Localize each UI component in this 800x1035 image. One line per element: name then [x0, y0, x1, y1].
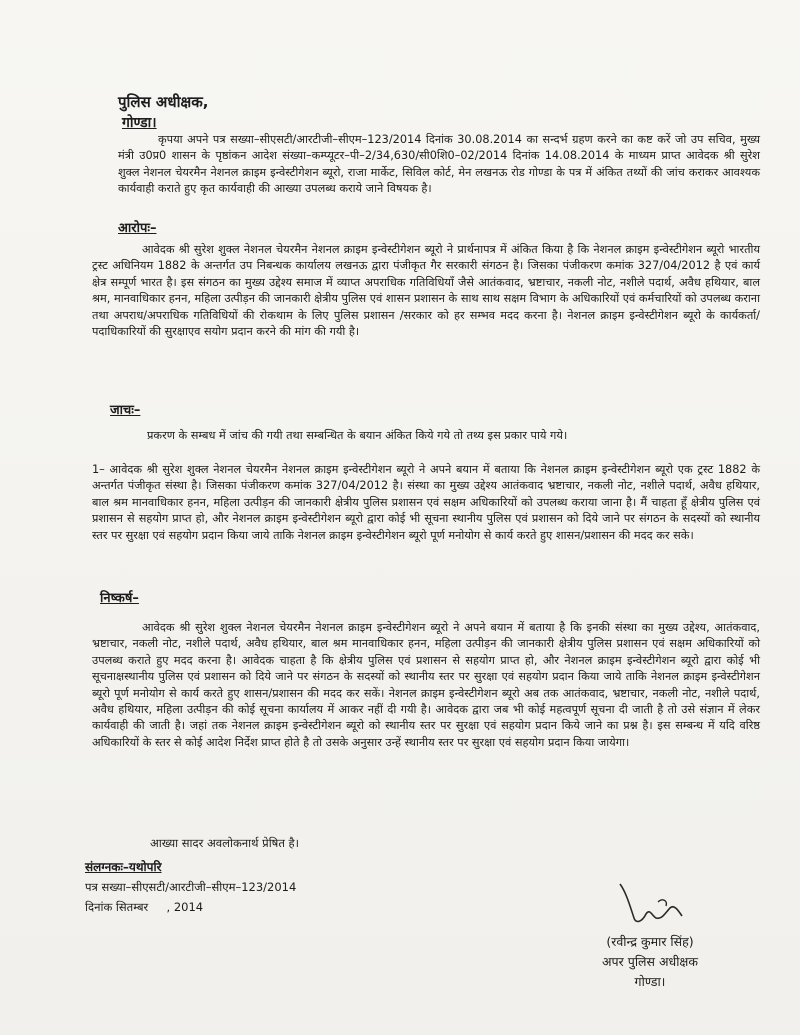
aarop-heading: आरोपः– [118, 221, 157, 236]
aarop-paragraph: आवेदक श्री सुरेश शुक्ल नेशनल चेयरमैन नेशनल क्राइम इन्वेस्टीगेशन ब्यूरो ने प्रार्थनापत्र में अंकित किया है कि नेशनल क्राइम इन्वेस्टीगेशन ब्यूरो भारतीय ट्रस्ट अधिनियम 1882 के अन्तर्गत उप निबन्धक कार्यालय लखनऊ द्वारा पंजीकृत गैर सरकारी संगठन है। जिसका पंजीकरण कमांक 327/04/2012 है एवं कार्य क्षेत्र सम्पूर्ण भारत है। इस संगठन का मुख्य उद्देश्य समाज में व्याप्त अपराधिक गतिविधियाँ जैसे आतंकवाद, भ्रष्टाचार, नकली नोट, नशीले पदार्थ, अवैध हथियार, बाल श्रम, मानवाधिकार हनन, महिला उत्पीड़न की जानकारी क्षेत्रीय पुलिस एवं शासन प्रशासन के साथ साथ सक्षम विभाग के अधिकारियों एवं कर्मचारियों को उपलब्ध कराना तथा अपराध/अपराधिक गतिविधियों की रोकथाम के लिए पुलिस प्रशासन /सरकार को हर सम्भव मदद करना है। नेशनल क्राइम इन्वेस्टीगेशन ब्यूरो के कार्यकर्ता/पदाधिकारियों की सुरक्षाएव सयोग प्रदान करने की मांग की गयी है। [92, 243, 760, 339]
signatory-designation: अपर पुलिस अधीक्षक [601, 954, 698, 969]
signatory-place: गोण्डा। [634, 974, 666, 989]
jaanch-heading: जाचः– [110, 403, 141, 418]
jaanch-paragraph: प्रकरण के सम्बध में जांच की गयी तथा सम्बन्धित के बयान अंकित किये गये तो तथ्य इस प्रकार पाये गये। [147, 429, 568, 442]
signatory-name: (रवीन्द्र कुमार सिंह) [606, 934, 694, 949]
recipient-title: पुलिस अधीक्षक, [118, 93, 209, 111]
recipient-place: गोण्डा। [122, 115, 157, 131]
date-line: दिनांक सितम्बर , 2014 [85, 900, 204, 914]
nishkarsh-paragraph: आवेदक श्री सुरेश शुक्ल नेशनल चेयरमैन नेशनल क्राइम इन्वेस्टीगेशन ब्यूरो ने अपने बयान में बताया है कि इनकी संस्था का मुख्य उद्देश्य, आतंकवाद, भ्रष्टाचार, नकली नोट, नशीले पदार्थ, अवैध हथियार, बाल श्रम मानवाधिकार हनन, महिला उत्पीड़न की जानकारी क्षेत्रीय पुलिस प्रशासन एवं सक्षम अधिकारियों को उपलब्ध कराते हुए मदद करना है। आवेदक चाहता है कि क्षेत्रीय पुलिस एवं प्रशासन से सहयोग प्राप्त हो, और नेशनल क्राइम इन्वेस्टीगेशन ब्यूरो द्वारा कोई भी सूचनाक्षस्थानीय पुलिस एवं प्रशासन को दिये जाने पर संगठन के सदस्यों को स्थानीय स्तर पर सुरक्षा एवं सहयोग प्रदान किया जाये ताकि नेशनल क्राइम इन्वेस्टीगेशन ब्यूरो पूर्ण मनोयोग से कार्य करते हुए शासन/प्रशासन की मदद कर सकें। नेशनल क्राइम इन्वेस्टीगेशन ब्यूरो अब तक आतंकवाद, भ्रष्टाचार, नकली नोट, नशीले पदार्थ, अवैध हथियार, महिला उत्पीड़न की कोई सूचना कार्यालय में आकर नहीं दी गयी है। आवेदक द्वारा जब भी कोई महत्वपूर्ण सूचना दी जाती है तो उसे संज्ञान में लेकर कार्यवाही की जाती है। जहां तक नेशनल क्राइम इन्वेस्टीगेशन ब्यूरो को स्थानीय स्तर पर सुरक्षा एवं सहयोग प्रदान किये जाने का प्रश्न है। इस सम्बन्ध में यदि वरिष्ठ अधिकारियों के स्तर से कोई आदेश निर्देश प्राप्त होते है तो उसके अनुसार उन्हें स्थानीय स्तर पर सुरक्षा एवं सहयोग प्रदान किया जायेगा। [92, 621, 761, 749]
attachment-label: संलग्नकः–यथोपरि [85, 860, 162, 874]
signature-image [612, 872, 692, 932]
reference-number: पत्र सख्या–सीएसटी/आरटीजी–सीएम–123/2014 [85, 880, 297, 894]
nishkarsh-heading: निष्कर्ष– [100, 591, 139, 606]
intro-paragraph: कृपया अपने पत्र सख्या–सीएसटी/आरटीजी–सीएम–123/2014 दिनांक 30.08.2014 का सन्दर्भ ग्रहण करने का कष्ट करें जो उप सचिव, मुख्य मंत्री उ0प्र0 शासन के पृष्ठांकन आदेश संख्या–कम्प्यूटर–पी–2/34,630/सी0शि0–02/2014 दिनांक 14.08.2014 के माध्यम प्राप्त आवेदक श्री सुरेश शुक्ल नेशनल चेयरमैन नेशनल क्राइम इन्वेस्टीगेशन ब्यूरो, राजा मार्केट, सिविल कोर्ट, मेन लखनऊ रोड गोण्डा के पत्र में अंकित तथ्यों की जांच कराकर आवश्यक कार्यवाही कराते हुए कृत कार्यवाही की आख्या उपलब्ध कराये जाने विषयक है। [118, 133, 760, 196]
closing-line: आख्या सादर अवलोकनार्थ प्रेषित है। [150, 836, 299, 850]
signature-block [585, 932, 715, 992]
jaanch-point-1: 1– आवेदक श्री सुरेश शुक्ल नेशनल चेयरमैन नेशनल क्राइम इन्वेस्टीगेशन ब्यूरो ने अपने बयान में बताया कि नेशनल क्राइम इन्वेस्टीगेशन ब्यूरो एक ट्रस्ट 1882 के अन्तर्गत पंजीकृत संस्था है। जिसका पंजीकरण कमांक 327/04/2012 है। संस्था का मुख्य उद्देश्य आतंकवाद भ्रष्टाचार, नकली नोट, नशीले पदार्थ, अवैध हथियार, बाल श्रम मानवाधिकार हनन, महिला उत्पीड़न की जानकारी क्षेत्रीय पुलिस प्रशासन एवं सक्षम अधिकारियों को उपलब्ध कराया जाना है। मैं चाहता हूँ क्षेत्रीय पुलिस एवं प्रशासन से सहयोग प्राप्त हो, और नेशनल क्राइम इन्वेस्टीगेशन ब्यूरो द्वारा कोई भी सूचना स्थानीय पुलिस एवं प्रशासन को दिये जाने पर संगठन के सदस्यों को स्थानीय स्तर पर सुरक्षा एवं सहयोग प्रदान किया जाये ताकि नेशनल क्राइम इन्वेस्टीगेशन ब्यूरो पूर्ण मनोयोग से कार्य करते हुए शासन/प्रशासन की मदद कर सके। [92, 463, 760, 542]
